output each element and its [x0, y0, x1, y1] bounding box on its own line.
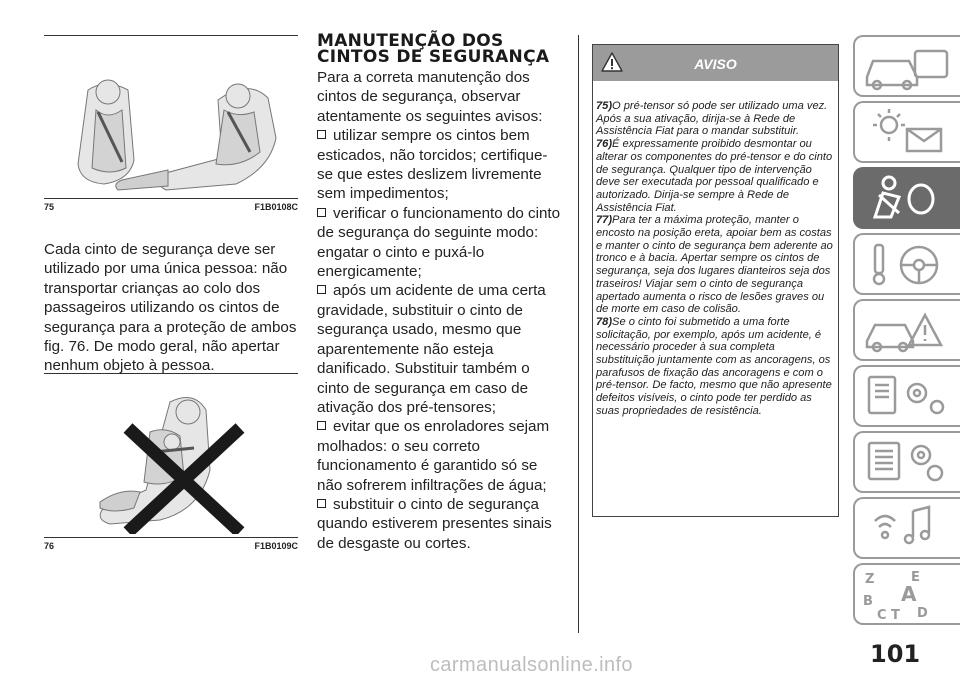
- bullet-item: [317, 281, 563, 417]
- rule-fig75-caption: [44, 198, 298, 199]
- tab-maintenance[interactable]: [853, 365, 960, 427]
- multimedia-icon: [855, 499, 960, 557]
- bullet-item: [317, 495, 563, 553]
- figure-76-number: 76: [44, 541, 55, 551]
- column-divider: [578, 35, 579, 633]
- checkbox-bullet-icon: [317, 499, 326, 508]
- specifications-icon: [855, 433, 960, 491]
- index-letter: B: [863, 594, 873, 609]
- left-paragraph: Cada cinto de segurança deve ser utilizado por uma única pessoa: não transportar crianças ao colo dos passageiros utilizando os cintos de segurança para a proteção de ambos fig. 76. De modo geral, não apertar nenhum objeto à pessoa.: [44, 241, 297, 375]
- warning-text: [596, 100, 836, 418]
- figure-75-number: 75: [44, 202, 55, 212]
- bullet-text: verificar o funcionamento do cinto de segurança do seguinte modo: engatar o cinto e puxá-lo energicamente;: [317, 204, 561, 281]
- figure-76-caption: [44, 541, 298, 551]
- warning-item-text: O pré-tensor só pode ser utilizado uma vez. Após a sua ativação, dirija-se à Rede de Assistência Fiat para o mandar substituir.: [596, 100, 828, 138]
- section-heading-line-2: CINTOS DE SEGURANÇA: [317, 47, 550, 67]
- top-rule-left: [44, 35, 298, 36]
- checkbox-bullet-icon: [317, 130, 326, 139]
- figure-76-illustration: [90, 392, 300, 534]
- intro-paragraph: Para a correta manutenção dos cintos de segurança, observar atentamente os seguintes avisos:: [317, 69, 543, 125]
- bullet-item: [317, 204, 563, 282]
- figure-76-code: F1B0109C: [254, 541, 298, 551]
- warning-box: [592, 44, 839, 517]
- warning-item: [596, 100, 836, 138]
- tab-breakdown[interactable]: [853, 299, 960, 361]
- section-heading-line-1: MANUTENÇÃO DOS: [317, 31, 504, 51]
- warning-item-text: Para ter a máxima proteção, manter o encosto na posição ereta, apoiar bem as costas e manter o cinto de segurança bem aderente ao tronco e à bacia. Apertar sempre os cintos de segurança, seja dos lugares dianteiros seja dos traseiros! Viajar sem o cinto de segurança apertado aumenta o risco de lesões graves ou de morte em caso de colisão.: [596, 214, 833, 316]
- breakdown-car-icon: [855, 301, 960, 359]
- warning-item-number: 76): [596, 138, 613, 151]
- figure-75-caption: [44, 202, 298, 212]
- bullet-item: [317, 126, 563, 204]
- warning-item-number: 78): [596, 315, 613, 328]
- checkbox-bullet-icon: [317, 285, 326, 294]
- tab-key-steering-wheel[interactable]: [853, 233, 960, 295]
- index-letter: C: [877, 608, 887, 623]
- tab-seatbelt-airbag[interactable]: [853, 167, 960, 229]
- tab-specifications[interactable]: [853, 431, 960, 493]
- tab-warning-lights[interactable]: [853, 101, 960, 163]
- warning-item: [596, 138, 836, 214]
- section-heading: [317, 33, 549, 65]
- warning-item-text: Se o cinto foi submetido a uma forte solicitação, por exemplo, após um acidente, é necessário proceder à sua completa substituição juntamente com as ancoragens, os parafusos de fixação das ancoragens e com o pré-tensor. De facto, mesmo que não apresente defeitos visíveis, o cinto pode ter perdido as suas propriedades de resistência.: [596, 315, 832, 417]
- index-letter: D: [917, 606, 928, 621]
- index-icon: [855, 565, 960, 623]
- warning-item-number: 75): [596, 100, 613, 112]
- warning-item-number: 77): [596, 214, 613, 227]
- tab-index[interactable]: [853, 563, 960, 625]
- maintenance-icon: [855, 367, 960, 425]
- index-letter: E: [911, 570, 920, 585]
- warning-item-text: É expressamente proibido desmontar ou alterar os componentes do pré-tensor e do cinto de segurança. Qualquer tipo de intervenção deve ser executada por pessoal qualificado e autorizado. Dirija-se sempre à Rede de Assistência Fiat.: [596, 138, 833, 214]
- bullet-text: utilizar sempre os cintos bem esticados, não torcidos; certifique-se que estes deslizem livremente sem impedimentos;: [317, 127, 548, 203]
- middle-column-text: [317, 68, 563, 553]
- warning-title: AVISO: [694, 56, 737, 72]
- bullet-text: substituir o cinto de segurança quando estiverem presentes sinais de desgaste ou cortes.: [317, 495, 552, 552]
- car-dashboard-icon: [855, 37, 960, 95]
- watermark: carmanualsonline.info: [430, 654, 633, 676]
- seatbelt-airbag-icon: [855, 169, 960, 227]
- tab-car-dashboard[interactable]: [853, 35, 960, 97]
- bullet-text: evitar que os enroladores sejam molhados: o seu correto funcionamento é garantido só se não sofrerem infiltrações de água;: [317, 418, 550, 494]
- warning-item: [596, 214, 836, 316]
- rule-fig76-caption: [44, 537, 298, 538]
- page-number: 101: [870, 640, 921, 668]
- left-column-text: [44, 240, 300, 376]
- bullet-text: após um acidente de uma certa gravidade, substituir o cinto de segurança usado, mesmo que aparentemente não esteja danificado. Substituir também o cinto de segurança em caso de ativação dos pré-tensores;: [317, 282, 546, 416]
- index-letter: Z: [865, 572, 875, 587]
- key-steering-wheel-icon: [855, 235, 960, 293]
- warning-lights-icon: [855, 103, 960, 161]
- figure-75-illustration: [68, 70, 298, 194]
- checkbox-bullet-icon: [317, 208, 326, 217]
- warning-item: [596, 316, 836, 418]
- index-letter: T: [891, 608, 900, 623]
- tab-multimedia[interactable]: [853, 497, 960, 559]
- index-letter: A: [901, 582, 917, 606]
- warning-header: [593, 45, 838, 81]
- figure-75-code: F1B0108C: [254, 202, 298, 212]
- bullet-item: [317, 417, 563, 495]
- checkbox-bullet-icon: [317, 421, 326, 430]
